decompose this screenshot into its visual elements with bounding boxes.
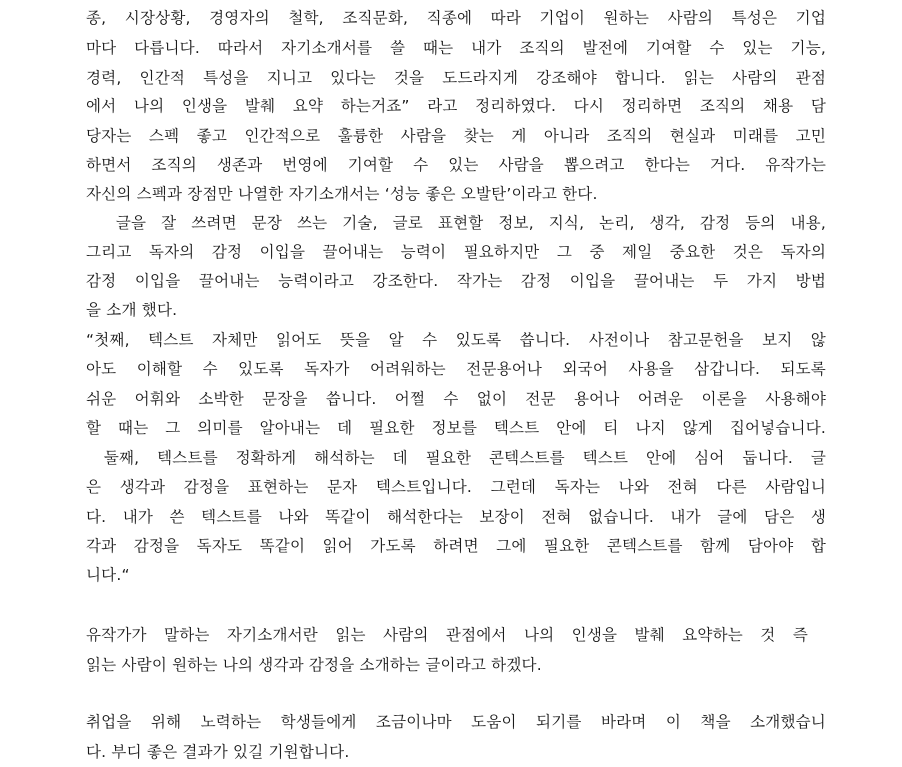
text-line: 자신의 스펙과 장점만 나열한 자기소개서는 ‘성능 좋은 오발탄’이라고 한다.	[86, 185, 598, 203]
text-line: 아도 이해할 수 있도록 독자가 어려워하는 전문용어나 외국어 사용을 삼갑니다. 되도록	[86, 360, 826, 378]
text-line: 마다 다릅니다. 따라서 자기소개서를 쓸 때는 내가 조직의 발전에 기여할 수 있는 기능,	[86, 39, 826, 57]
text-line: 당자는 스펙 좋고 인간적으로 훌륭한 사람을 찾는 게 아니라 조직의 현실과 미래를 고민	[86, 127, 826, 145]
text-line: 감정 이입을 끌어내는 능력이라고 강조한다. 작가는 감정 이입을 끌어내는 두 가지 방법	[86, 272, 826, 290]
text-line: 하면서 조직의 생존과 번영에 기여할 수 있는 사람을 뽑으려고 한다는 거다. 유작가는	[86, 156, 826, 174]
text-line: 읽는 사람이 원하는 나의 생각과 감정을 소개하는 글이라고 하겠다.	[86, 656, 542, 674]
text-line: “첫째, 텍스트 자체만 읽어도 뜻을 알 수 있도록 씁니다. 사전이나 참고문헌을 보지 않	[86, 331, 826, 349]
text-line: 각과 감정을 독자도 똑같이 읽어 가도록 하려면 그에 필요한 콘텍스트를 함께 담아야 합	[86, 537, 826, 555]
text-line: 다. 내가 쓴 텍스트를 나와 똑같이 해석한다는 보장이 전혀 없습니다. 내가 글에 담은 생	[86, 508, 826, 526]
text-line: 은 생각과 감정을 표현하는 문자 텍스트입니다. 그런데 독자는 나와 전혀 다른 사람입니	[86, 478, 826, 496]
text-line: 쉬운 어휘와 소박한 문장을 씁니다. 어쩔 수 없이 전문 용어나 어려운 이론을 사용해야	[86, 390, 826, 408]
text-line: 경력, 인간적 특성을 지니고 있다는 것을 도드라지게 강조해야 합니다. 읽는 사람의 관점	[86, 69, 826, 87]
text-line: 다. 부디 좋은 결과가 있길 기원합니다.	[86, 743, 350, 761]
text-line: 글을 잘 쓰려면 문장 쓰는 기술, 글로 표현할 정보, 지식, 논리, 생각, 감정 등의 내용,	[86, 214, 826, 232]
text-line: 둘째, 텍스트를 정확하게 해석하는 데 필요한 콘텍스트를 텍스트 안에 심어 둡니다. 글	[86, 449, 826, 467]
text-line: 할 때는 그 의미를 알아내는 데 필요한 정보를 텍스트 안에 티 나지 않게 집어넣습니다.	[86, 419, 826, 437]
text-line: 그리고 독자의 감정 이입을 끌어내는 능력이 필요하지만 그 중 제일 중요한 것은 독자의	[86, 243, 826, 261]
text-line: 을 소개 했다.	[86, 301, 178, 319]
text-line: 종, 시장상황, 경영자의 철학, 조직문화, 직종에 따라 기업이 원하는 사람의 특성은 기업	[86, 9, 826, 27]
text-line: 취업을 위해 노력하는 학생들에게 조금이나마 도움이 되기를 바라며 이 책을 소개했습니	[86, 713, 826, 731]
text-line: 유작가가 말하는 자기소개서란 읽는 사람의 관점에서 나의 인생을 발췌 요약하는 것 즉	[86, 626, 808, 644]
text-line: 니다.“	[86, 566, 130, 584]
text-line: 에서 나의 인생을 발췌 요약 하는거죠” 라고 정리하였다. 다시 정리하면 조직의 채용 담	[86, 97, 826, 115]
